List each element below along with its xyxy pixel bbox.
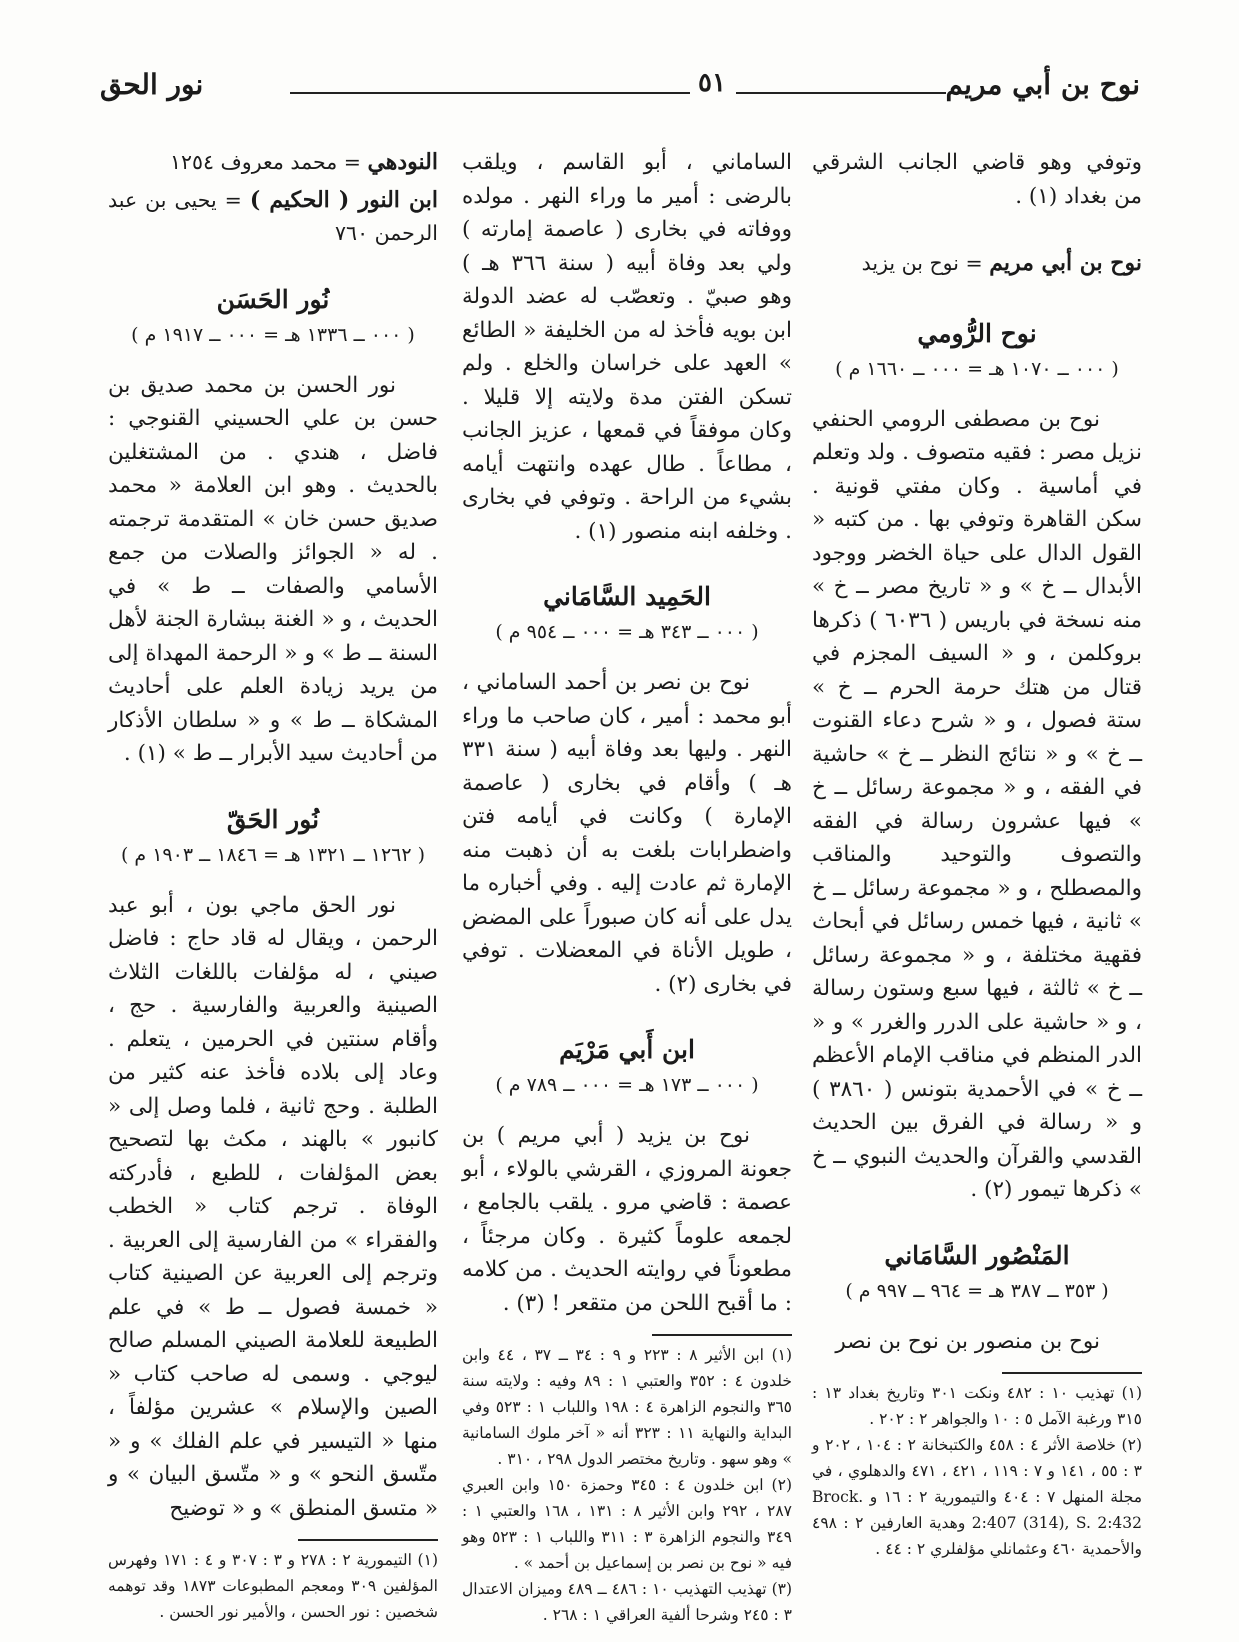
entry-dates: ( ١٢٦٢ ــ ١٣٢١ هـ = ١٨٤٦ ــ ١٩٠٣ م ) [120, 843, 426, 866]
header-rule-left [290, 92, 690, 94]
footnote: (٢) ابن خلدون ٤ : ٣٤٥ وحمزة ١٥٠ وابن العبري ٢٨٧ ، ٢٩٢ وابن الأثير ٨ : ١٣١ ، ١٦٨ والعتبي ١ : ٣٤٩ والنجوم الزاهرة ٣ : ٣١١ واللباب ١ : ٥٢٣ وهو فيه « نوح بن نصر بن إسماعيل بن أحمد » . [462, 1476, 793, 1572]
header-rule-right [736, 92, 946, 94]
xref-name: النودهي [367, 149, 438, 175]
entry-title: الحَمِيد السَّامَاني [543, 582, 711, 611]
xref-name: نوح بن أبي مريم [989, 250, 1142, 276]
footnote: (١) التيمورية ٢ : ٢٧٨ و ٣ : ٣٠٧ و ٤ : ١٧١ وفهرس المؤلفين ٣٠٩ ومعجم المطبوعات ١٨٧٣ وقد توهمه شخصين : نور الحسن ، والأمير نور الحسن . [108, 1551, 438, 1621]
entry-title: نُور الحَقّ [226, 804, 320, 834]
footnote-rule [298, 1539, 438, 1541]
entry-body: نوح بن نصر بن أحمد الساماني ، أبو محمد : أمير ، كان صاحب ما وراء النهر . وليها بعد وفاة أبيه ( سنة ٣٣١ هـ ) وأقام في بخارى ( عاصمة الإمارة ) وكانت في أيامه فتن واضطرابات بلغت به أن ذهبت منه الإمارة ثم عادت إليه . وفي أخباره ما يدل على أنه كان صبوراً على المضض ، طويل الأناة في المعضلات . توفي في بخارى (٢) . [462, 670, 792, 997]
footnote: (٢) خلاصة الأثر ٤ : ٤٥٨ والكتبخانة ٢ : ١٠٤ ، ٢٠٢ و ٣ : ٥٥ ، ١٤١ و ٧ : ١١٩ ، ٤٢١ ، ٤٧١ والدهلوي ، في مجلة المنهل ٧ : ٤٠٤ والتيمورية ٢ : ١٦ و Brock. 2:407 (314), S. 2:432 وهدية العارفين ٢ : ٤٩٨ والأحمدية ٤٦٠ وعثمانلي مؤلفلري ٢ : ٤٤ . [812, 1436, 1143, 1558]
entry-dates: ( ٠٠٠ ــ ٣٤٣ هـ = ٠٠٠ ــ ٩٥٤ م ) [495, 621, 759, 643]
column-right [812, 146, 1142, 1562]
continued-paragraph: وتوفي وهو قاضي الجانب الشرقي من بغداد (١) . [812, 150, 1142, 209]
entry-body: نوح بن يزيد ( أبي مريم ) بن جعونة المروزي ، القرشي بالولاء ، أبو عصمة : قاضي مرو . يلقب بالجامع ، لجمعه علوماً كثيرة . وكان مرجئاً ، مطعوناً في روايته الحديث . من كلامه : ما أقبح اللحن من متقعر ! (٣) . [462, 1123, 792, 1316]
footnote: (١) تهذيب ١٠ : ٤٨٢ ونكت ٣٠١ وتاريخ بغداد ١٣ : ٣١٥ ورغبة الآمل ٥ : ١٠ والجواهر ٢ : ٢٠٢ . [812, 1384, 1143, 1428]
entry-title: ابن أَبي مَرْيَم [559, 1035, 695, 1064]
entry-title: نُور الحَسَن [216, 284, 330, 314]
xref-target: = محمد معروف ١٢٥٤ [169, 150, 368, 174]
cross-reference [812, 247, 1142, 281]
cross-reference [108, 146, 438, 180]
page-number: ٥١ [698, 68, 726, 98]
entry-body: نوح بن مصطفى الرومي الحنفي نزيل مصر : فقيه متصوف . ولد وتعلم في أماسية . وكان مفتي قونية . سكن القاهرة وتوفي بها . من كتبه « القول الدال على حياة الخضر ووجود الأبدال ــ خ » و « تاريخ مصر ــ خ » منه نسخة في باريس ( ٦٠٣٦ ) ذكرها بروكلمن ، و « السيف المجزم في قتال من هتك حرمة الحرم ــ خ » ستة فصول ، و « شرح دعاء القنوت ــ خ » و « نتائج النظر ــ خ » حاشية في الفقه ، و « مجموعة رسائل ــ خ » فيها عشرون رسالة في الفقه والتصوف والتوحيد والمناقب والمصطلح ، و « مجموعة رسائل ــ خ » ثانية ، فيها خمس رسائل في أبحاث فقهية مختلفة ، و « مجموعة رسائل ــ خ » ثالثة ، فيها سبع وستون رسالة ، و « حاشية على الدرر والغرر » و « الدر المنظم في مناقب الإمام الأعظم ــ خ » في الأحمدية بتونس ( ٣٨٦٠ ) و « رسالة في الفرق بين الحديث القدسي والقرآن والحديث النبوي ــ خ » ذكرها تيمور (٢) . [812, 406, 1142, 1202]
cross-reference [108, 184, 438, 251]
entry-body: نور الحق ماجي بون ، أبو عبد الرحمن ، ويقال له قاد حاج : فاضل صيني ، له مؤلفات باللغات الثلاث الصينية والعربية والفارسية . حج ، وأقام سنتين في الحرمين ، يتعلم . وعاد إلى بلاده فأخذ عنه كثير من الطلبة . وحج ثانية ، فلما وصل إلى « كانبور » بالهند ، مكث بها لتصحيح بعض المؤلفات ، للطبع ، فأدركته الوفاة . ترجم كتاب « الخطب والفقراء » من الفارسية إلى العربية . وترجم إلى العربية عن الصينية كتاب « خمسة فصول ــ ط » في علم الطبيعة للعلامة الصيني المسلم صالح ليوجي . وسمى له صاحب كتاب « الصين والإسلام » عشرين مؤلفاً ، منها « التيسير في علم الفلك » و « متّسق النحو » و « متّسق البيان » و « متسق المنطق » و « توضيح [108, 892, 438, 1521]
entry-title: نوح الرُّومي [917, 318, 1037, 348]
xref-target: = نوح بن يزيد [861, 251, 990, 275]
entry-body: نوح بن منصور بن نوح بن نصر [835, 1328, 1100, 1354]
entry-dates: ( ٠٠٠ ــ ١٣٣٦ هـ = ٠٠٠ ــ ١٩١٧ م ) [131, 323, 415, 346]
column-left [108, 146, 438, 1625]
footnote-rule [1002, 1372, 1142, 1374]
running-head-right: نوح بن أبي مريم [945, 68, 1140, 101]
footnote-rule [652, 1334, 792, 1336]
entry-title: المَنْصُور السَّامَاني [884, 1240, 1070, 1270]
footnote: (٣) تهذيب التهذيب ١٠ : ٤٨٦ ــ ٤٨٩ وميزان الاعتدال ٣ : ٢٤٥ وشرحا ألفية العراقي ١ : ٢٦٨ . [462, 1580, 793, 1624]
entry-body: نور الحسن بن محمد صديق بن حسن بن علي الحسيني القنوجي : فاضل ، هندي . من المشتغلين بالحديث . وهو ابن العلامة « محمد صديق حسن خان » المتقدمة ترجمته . له « الجوائز والصلات من جمع الأسامي والصفات ــ ط » في الحديث ، و « الغنة ببشارة الجنة لأهل السنة ــ ط » و « الرحمة المهداة إلى من يريد زيادة العلم على أحاديث المشكاة ــ ط » و « سلطان الأذكار من أحاديث سيد الأبرار ــ ط » (١) . [108, 372, 438, 766]
entry-dates: ( ٣٥٣ ــ ٣٨٧ هـ = ٩٦٤ ــ ٩٩٧ م ) [845, 1279, 1109, 1302]
xref-name: ابن النور ( الحكيم ) [249, 186, 438, 213]
column-middle [462, 146, 792, 1628]
continued-paragraph: الساماني ، أبو القاسم ، ويلقب بالرضى : أمير ما وراء النهر . مولده ووفاته في بخارى ( عاصمة إمارته ) ولي بعد وفاة أبيه ( سنة ٣٦٦ هـ ) وهو صبيّ . وتعصّب له عضد الدولة ابن بويه فأخذ له من الخليفة « الطائع » العهد على خراسان والخلع . ولم تسكن الفتن مدة ولايته إلا قليلا . وكان موفقاً في قمعها ، عزيز الجانب ، مطاعاً . طال عهده وانتهت أيامه بشيء من الراحة . وتوفي في بخارى . وخلفه ابنه منصور (١) . [462, 150, 792, 544]
entry-dates: ( ٠٠٠ ــ ١٧٣ هـ = ٠٠٠ ــ ٧٨٩ م ) [495, 1074, 759, 1096]
running-head-left: نور الحق [100, 68, 204, 101]
page-header [100, 60, 1140, 110]
footnote: (١) ابن الأثير ٨ : ٢٢٣ و ٩ : ٣٤ ــ ٣٧ ، ٤٤ وابن خلدون ٤ : ٣٥٢ والعتبي ١ : ٨٩ وفيه : ولايته سنة ٣٦٥ والنجوم الزاهرة ٤ : ١٩٨ واللباب ١ : ٥٢٣ وفي البداية والنهاية ١١ : ٣٢٣ أنه « آخر ملوك السامانية » وهو سهو . وتاريخ مختصر الدول ٢٩٨ ، ٣١٠ . [462, 1346, 793, 1468]
entry-dates: ( ٠٠٠ ــ ١٠٧٠ هـ = ٠٠٠ ــ ١٦٦٠ م ) [835, 357, 1119, 380]
xref-target: = يحيى بن عبد الرحمن ٧٦٠ [108, 187, 438, 245]
